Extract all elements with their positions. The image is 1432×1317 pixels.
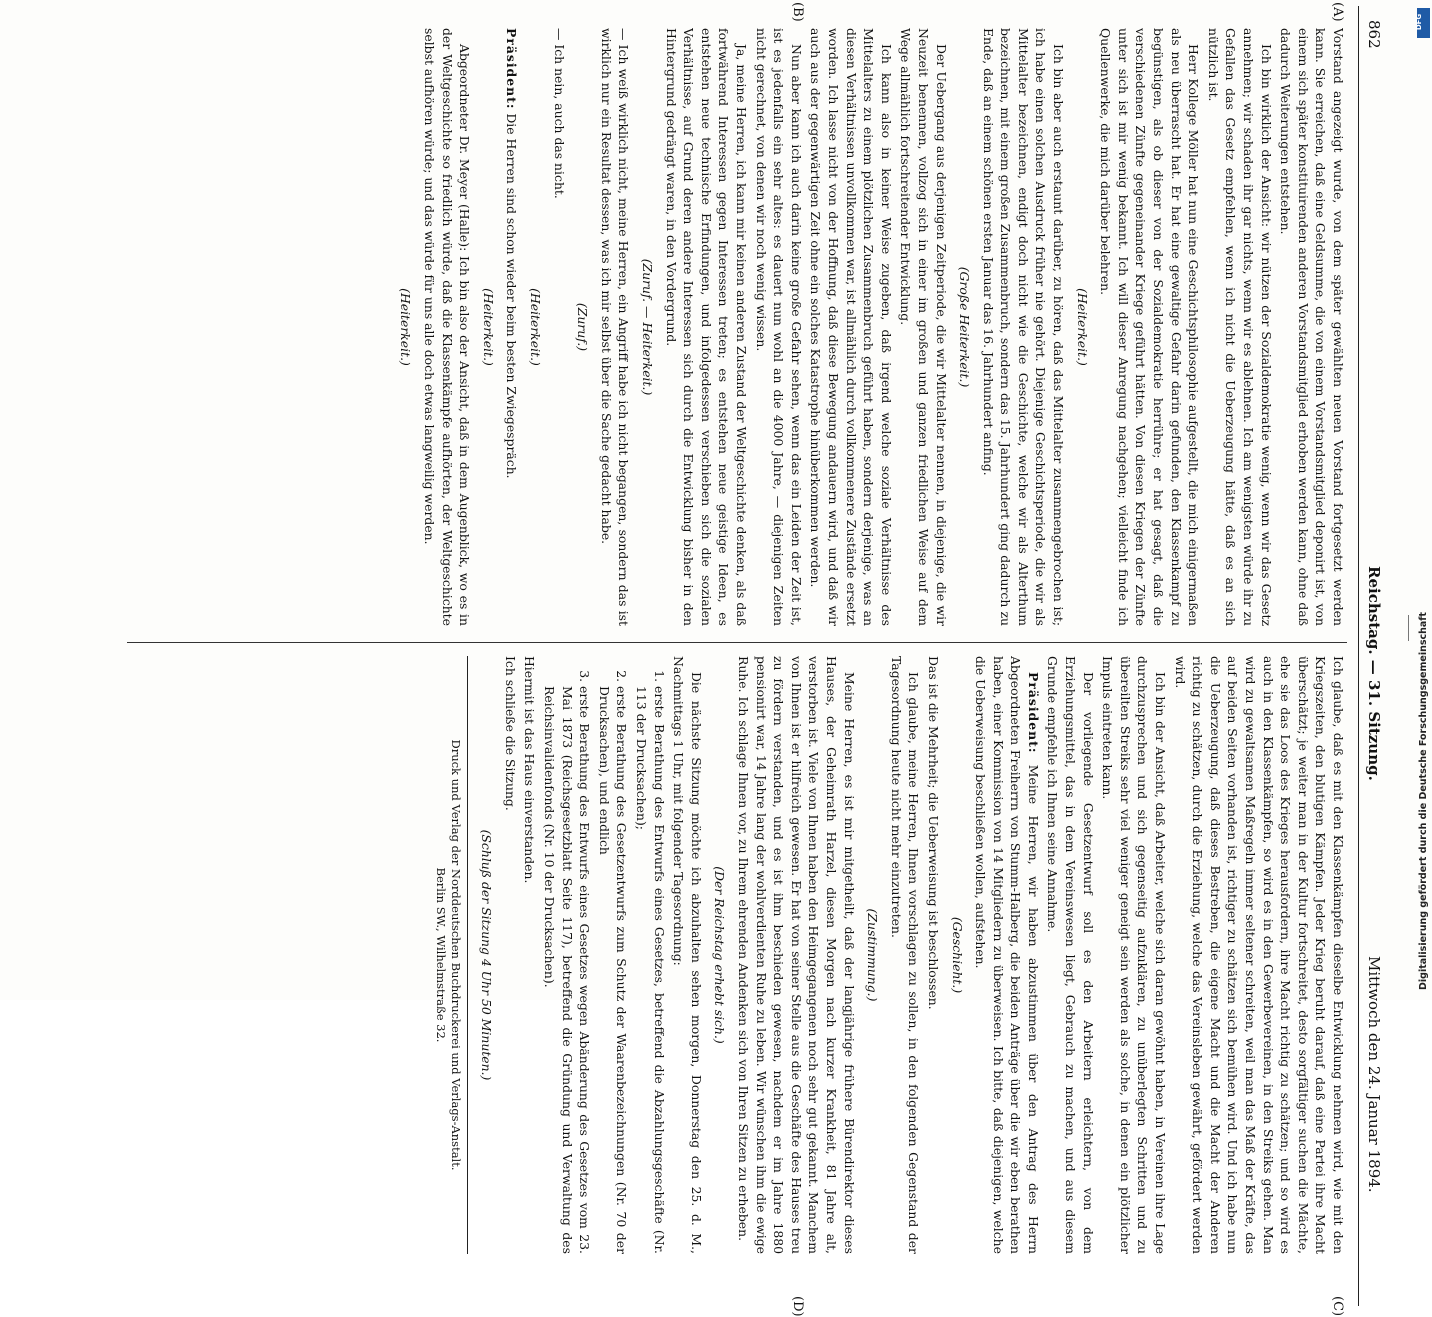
paragraph: — Ich weiß wirklich nicht, meine Herren, ein Angriff habe ich nicht begangen, sondern das ist wirklich nur ein Resultat dessen, was ich mir selbst über die Sache gedacht habe. xyxy=(598,28,632,626)
stage-direction: (Große Heiterkeit.) xyxy=(957,266,973,388)
stage-direction: (Heiterkeit.) xyxy=(480,288,496,366)
paragraph: Ich glaube, meine Herren, Ihnen vorschlagen zu sollen, in den folgenden Gegenstand der Tagesordnung heute nicht mehr einzutreten. xyxy=(888,656,922,1254)
agenda-item: 1. erste Berathung des Entwurfs eines Gesetzes, betreffend die Abzahlungsgeschäfte (Nr. 113 der Drucksachen); xyxy=(632,686,667,1254)
paragraph: Nun aber kann ich auch darin keine große Gefahr sehen, wenn das ein Leiden der Zeit ist, ist es jedenfalls ein sehr altes: es dauert nun wohl an die 4000 Jahre, — diejenigen Zeiten nicht gerechnet, von denen wir noch wenig wissen. xyxy=(753,28,804,626)
stage-direction: (Der Reichstag erhebt sich.) xyxy=(712,866,728,1044)
speaker-label: Präsident: xyxy=(1025,672,1041,754)
column-rule xyxy=(127,642,1347,643)
speech-text: Die Herren sind schon wieder beim besten Zwiegespräch. xyxy=(504,109,520,479)
paragraph: Ich bin aber auch erstaunt darüber, zu hören, daß das Mittelalter zusammengebrochen ist; ich habe einen solchen Ausdruck früher nie gehört. Diejenige Geschichtsperiode, die wir als Mittelalter bezeichnen, endigt doch nicht wie die Geschichte, welche wir als Alterthum bezeichnen, mit einem großen Zusammenbruch, sondern das 15. Jahrhundert ging dadurch zu Ende, daß an einem schönen ersten Januar das 16. Jahrhundert anfing. xyxy=(980,28,1067,626)
imprint-line2: Berlin SW., Wilhelmstraße 32. xyxy=(433,867,448,1043)
paragraph: Ich bin der Ansicht, daß Arbeiter, welche sich daran gewöhnt haben, in Vereinen ihre Lage durchzusprechen und sich gegenseitig aufzuklären, zu unüberlegten Schritten und zu übereilten Streiks sehr viel weniger geneigt sein werden als solche, in denen ein plötzlicher Impuls eintreten kann. xyxy=(1100,656,1169,1254)
paragraph: Der vorliegende Gesetzentwurf soll es den Arbeitern erleichtern, von dem Erziehungsmittel, das in dem Vereinswesen liegt, Gebrauch zu machen, und aus diesem Grunde empfehle ich Ihnen seine Annahme. xyxy=(1045,656,1096,1254)
speaker-label: Präsident: xyxy=(504,28,520,110)
stage-direction: (Schluß der Sitzung 4 Uhr 50 Minuten.) xyxy=(479,829,495,1081)
text-column-left xyxy=(127,28,1347,626)
stage-direction: (Heiterkeit.) xyxy=(1074,288,1090,366)
paragraph: Die nächste Sitzung möchte ich abzuhalten sehen morgen, Donnerstag den 25. d. M., Nachmittags 1 Uhr, mit folgender Tagesordnung: xyxy=(671,656,704,1254)
speech-text: Meine Herren, wir haben abzustimmen über den Antrag des Herrn Abgeordneten Freiherrn von Stumm-Halberg, die beiden Anträge über die wir eben berathen haben, einer Kommission von 14 Mitgliedern zu überweisen. Ich bitte, daß diejenigen, welche die Ueberweisung beschließen wollen, aufstehen. xyxy=(973,656,1041,1254)
dfg-logo-badge: DFG xyxy=(1417,8,1430,38)
dfg-notice: Digitalisierung gefördert durch die Deutsche Forschungsgemeinschaft xyxy=(1418,612,1429,990)
stage-direction: (Geschieht.) xyxy=(949,916,965,994)
paragraph xyxy=(503,28,521,626)
paragraph: Meine Herren, es ist mir mitgetheilt, daß der langjährige frühere Bürendirektor dieses Hauses, der Geheimrath Harzel, diesen Morgen nach kurzer Krankheit, 81 Jahre alt, verstorben ist. Viele von Ihnen haben den Heimgegangenen noch sehr gut gekannt. Manchem von Ihnen ist er hilfreich gewesen. Er hat von seiner Stelle aus die Geschäfte des Hauses treu zu fördern verstanden, und es ist ihm beschieden gewesen, nachdem er im Jahre 1880 pensionirt war, 14 Jahre lang der wohlverdienten Ruhe zu leben. Wir wünschen ihm die ewige Ruhe. Ich schlage Ihnen vor, zu Ihrem ehrenden Andenken sich von Ihren Sitzen zu erheben. xyxy=(736,656,857,1254)
paragraph: Ich glaube, daß es mit den Klassenkämpfen dieselbe Entwicklung nehmen wird, wie mit den Kriegszeiten, den blutigen Kämpfen. Jeder Krieg beruht darauf, daß eine Partei ihre Macht überschätzt; je weiter man in der Kultur fortschreitet, desto sorgfältiger suchen die Mächte, ehe sie das Loos des Krieges herausfordern, ihre Macht richtig zu schätzen; und so wird es auch in den Klassenkämpfen, so wird es in den Gewerbevereinen, in den Streiks gehen. Man wird zu gewaltsamen Maßregeln immer seltener schreiten, weil man das Maß der Kräfte, das auf beiden Seiten vorhanden ist, richtiger zu schätzen sich bemühen wird. Und ich habe nun die Ueberzeugung, daß dieses Bestreben, die eigene Macht und die Macht der Anderen richtig zu schätzen, durch die Erziehung, welche das Vereinsleben gewährt, gefördert werden wird. xyxy=(1172,656,1346,1254)
page-header xyxy=(1358,6,1387,1306)
paragraph: Das ist die Mehrheit; die Ueberweisung ist beschlossen. xyxy=(925,656,941,1010)
paragraph: Ich schließe die Sitzung. xyxy=(502,656,518,811)
imprint xyxy=(433,656,463,1254)
margin-mark xyxy=(1408,615,1409,641)
margin-letter-a: (A) xyxy=(1330,2,1345,22)
imprint-line1: Druck und Verlag der Norddeutschen Buchdruckerei und Verlags-Anstalt. xyxy=(448,739,463,1171)
paragraph: Abgeordneter Dr. Meyer (Halle): Ich bin also der Ansicht, daß in dem Augenblick, wo es in der Weltgeschichte so friedlich würde, daß die Klassenkämpfe aufhörten, der Weltgeschichte selbst aufhören würde; und das würde für uns alle doch etwas langweilig werden. xyxy=(422,28,473,626)
paragraph: — Ich nein, auch das nicht. xyxy=(551,28,567,199)
stage-direction: (Heiterkeit.) xyxy=(398,288,414,366)
agenda-list xyxy=(540,686,667,1254)
paragraph: Hiermit ist das Haus einverstanden. xyxy=(522,656,538,884)
header-title: Reichstag. — 31. Sitzung. xyxy=(1365,566,1383,781)
stage-direction: (Zuruf. — Heiterkeit.) xyxy=(640,258,656,396)
stage-direction: (Zustimmung.) xyxy=(865,908,881,1002)
paragraph xyxy=(972,656,1042,1254)
margin-letter-b: (B) xyxy=(790,2,805,22)
imprint-rule xyxy=(467,656,468,1254)
text-column-right xyxy=(127,656,1347,1254)
paragraph: Ich kann also in keiner Weise zugeben, daß irgend welche soziale Verhältnisse des Mittelalters zu einem plötzlichen Zusammenbruch geführt haben, sondern derjenige, was an diesen Verhältnissen unvollkommen war, ist allmählich durch vollkommenere Zustände ersetzt worden. Ich lasse nicht von der Hoffnung, daß diese Bewegung andauern wird, und daß wir auch aus der gegenwärtigen Zeit ohne ein solches Katastrophe hinüberkommen werden. xyxy=(808,28,894,626)
stage-direction: (Zuruf.) xyxy=(575,302,591,352)
margin-letter-c: (C) xyxy=(1330,1296,1345,1317)
paragraph: Ich bin wirklich der Ansicht: wir nützen der Sozialdemokratie wenig, wenn wir das Gesetz annehmen; wir schaden ihr gar nichts, wenn wir es ablehnen. Ich am wenigsten würde ihr zu Gefallen das Gesetz empfehlen, wenn ich nicht die Ueberzeugung hätte, daß es an sich nützlich ist. xyxy=(1205,28,1274,626)
paragraph: Vorstand angezeigt wurde, von dem später gewählten neuen Vorstand fortgesetzt werden kann. Sie erreichen, daß eine Geldsumme, die von einem Vorstandsmitglied deponirt ist, von einem sich später konstituirenden anderen Vorstandsmitglied erhoben werden kann, ohne daß dadurch Weiterungen entstehen. xyxy=(1278,28,1346,626)
paragraph: Ja, meine Herren, ich kann mir keinen anderen Zustand der Weltgeschichte denken, als daß fortwährend Interessen gegen Interessen treten; es entstehen neue geistige Ideen, es entstehen neue technische Erfindungen, und infolgedessen verschieben sich die sozialen Verhältnisse, auf Grund deren andere Interessen sich durch die Entwicklung bisher in den Hintergrund gedrängt waren, in den Vordergrund. xyxy=(663,28,749,626)
paragraph: Der Uebergang aus derjenigen Zeitperiode, die wir Mittelalter nennen, in diejenige, die wir Neuzeit benennen, vollzog sich in einer im großen und ganzen friedlichen Weise auf dem Wege allmählich fortschreitender Entwicklung. xyxy=(898,28,949,626)
agenda-item: 2. erste Berathung des Gesetzentwurfs zum Schutz der Waarenbezeichnungen (Nr. 70 der Drucksachen), und endlich xyxy=(595,686,630,1254)
agenda-item: 3. erste Berathung des Entwurfs eines Gesetzes wegen Abänderung des Gesetzes vom 23. Mai 1873 (Reichsgesetzblatt Seite 117), betreffend die Gründung und Verwaltung des Reichsinvalidenfonds (Nr. 10 der Drucksachen). xyxy=(540,686,593,1254)
paragraph: Herr Kollege Möller hat nun eine Geschichtsphilosophie aufgestellt, die mich einigermaßen als neu überrascht hat. Er hat eine gewaltige Gefahr darin gefunden, den Klassenkampf zu begünstigen, als ob dieser von der Sozialdemokratie herrühre; er hat gesagt, daß die verschiedenen Zünfte gegeneinander Kriege geführt hätten. Von diesen Kriegen der Zünfte unter sich ist mir wenig bekannt. Ich will dieser Anregung nachgehen; vielleicht finde ich Quellenwerke, die mich darüber belehren. xyxy=(1098,28,1202,626)
page-body xyxy=(95,2,1405,1317)
page-number: 862 xyxy=(1365,20,1383,49)
stage-direction: (Heiterkeit.) xyxy=(528,288,544,366)
margin-letter-d: (D) xyxy=(790,1296,805,1317)
header-date: Mittwoch den 24. Januar 1894. xyxy=(1365,956,1383,1193)
